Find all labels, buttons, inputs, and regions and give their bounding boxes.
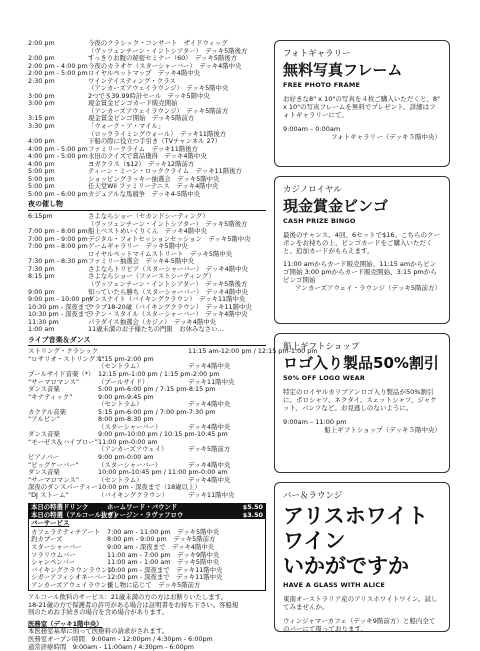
bar-service-list (29, 529, 265, 590)
schedule-row: 4:00 pm 下船の際に役立つ手引き（TVチャンネル 27） (28, 137, 222, 146)
drink-mocktail-row: 本日の特選（アルコール抜き） ヴァージン・ラヴァフロウ $3.50 (31, 510, 263, 519)
medical-line: 通常診療時間 9:00am - 11:00am / 4:30pm - 6:00pm (28, 642, 195, 651)
schedule-row: （アンカーズアウェイラウンジ） デッキ5階中央 (88, 84, 229, 93)
schedule-row: 3:00 pm 2つで＄39.99時計セール デッキ5階中央 (28, 91, 210, 100)
live-music-row: カクテル音楽 5:15 pm-6:00 pm / 7:00 pm-7:30 pm (28, 407, 216, 416)
medical-line: 本医務室基準に則って医療料の請求がされます。 (28, 627, 169, 636)
bar-row: アンカーズアウェイラウンジ 後し物に応じて デッキ5階前方 (31, 580, 201, 589)
schedule-row: 10:30 pm - 深夜まで ラテン・スタイル（スターシャーバー） デッキ4階中央 (28, 310, 248, 319)
note-line: 18-21歳の方で保護者の許可がある場合は証明書をお持ち下さい。客船規 (28, 600, 239, 609)
live-music-row: ストリング・クラシック 11:15 am-12:00 pm / 12:15 pm-1:00 pm (28, 347, 318, 356)
live-music-row: “アルビン” 8:00 pm-8:30 pm (28, 415, 154, 424)
bar-row: バイキングクラウンラウンジ 10:00 pm - 深夜まで デッキ11階中央 (31, 565, 223, 574)
schedule-row: 2:00 pm - 4:00 pm 今夜のカラオケ（スターシャーバー） デッキ4階中央 (28, 61, 242, 70)
afternoon-schedule (28, 40, 266, 198)
schedule-row: （ヴッツェンチーン・イントシアター） デッキ5階後方 (88, 46, 248, 55)
schedule-row: 3:15 pm 現金賞金ビンゴ開始 デッキ5階前方 (28, 114, 195, 123)
live-music-row: （スターシャーバー） デッキ4階中央 (98, 422, 231, 431)
live-music-row: “サーマロマンス” （プールサイド） デッキ11階中央 (28, 377, 235, 386)
schedule-row: 5:00 pm 任天堂Wii ファミリーテニス デッキ4階中央 (28, 182, 219, 191)
live-music-row: “サーマロマンス” （セントラム） デッキ4階中央 (28, 475, 231, 484)
schedule-row: 3:30 pm 「ウォーク・ア・マイル」 (28, 122, 165, 131)
schedule-row: 7:30 pm - 8:30 pm ファミリー抽選会 デッキ4-5階中央 (28, 257, 195, 266)
schedule-row: 9:00 pm - 10:00 pm ダンスナイト（バイキングクラウン） デッキ11階中央 (28, 295, 246, 304)
schedule-row: 8:15 pm さよならショー（ファーストシーティング） (28, 272, 215, 281)
live-music-row: ダンス音楽 9:00 pm-10:00 pm / 10:15 pm-10:45 pm (28, 430, 228, 439)
logo-wear-card: 船上ギフトショップ ロゴ入り製品50%割引 50% OFF LOGO WEAR 特定のロイヤルカリブアンロゴ入り製品が50%割引に。ポロシャツ、ネクタイ、スェットシャツ、ジャケット、パンツなど。お見逃しのないように。 9:00am – 11:00 pm 船上ギフトショップ（デッキ５階中央） (274, 333, 450, 473)
schedule-row: 5:00 pm ティーン・ミーン・ロッククライム デッキ11階後方 (28, 167, 242, 176)
schedule-row: 3:00 pm 現金賞金ビンゴカード販売開始 (28, 99, 178, 108)
schedule-row: 5:00 pm - 6:00 pm カジュアルな馬競争 デッキ4-5階中央 (28, 189, 201, 198)
live-music-row: “キナティック” 9:00 pm-9:45 pm (28, 392, 154, 401)
live-music-row: ピアノバー 9:00 pm-0:00 am (28, 452, 154, 461)
live-music-row: “DJ ストーム” （バイキングクラウン） デッキ11階中央 (28, 490, 235, 499)
live-music-row: ダンス音楽 10:00 pm-10:45 pm / 11:00 pm-0:00 am (28, 468, 228, 477)
night-schedule (28, 213, 266, 334)
note-line: アルコール飲料のサービス：21歳未満の方の方はお断りいたします。 (28, 593, 227, 602)
schedule-row: 10:30 pm - 深夜まで クラブ18-20歳（バイキングクラウン） デッキ11階中央 (28, 302, 252, 311)
bar-row: スターシャーバー 9:00 am - 深夜まで デッキ4階中央 (31, 543, 215, 551)
schedule-column (28, 39, 318, 651)
schedule-row: 11:30 pm パラダイス抽選会（カジノ） デッキ4階中央 (28, 317, 217, 326)
live-music-row: 深夜のダンスパーティー 10:00 pm - 深夜まで（18歳以上） (28, 483, 201, 492)
schedule-row: 5:00 pm ショッピングラッキー抽選会 デッキ5階中央 (28, 174, 220, 183)
schedule-row: （アンカーズアウェイラウンジ） デッキ5階前方 (88, 106, 229, 115)
schedule-row: （ヴッツェンチーン・イントシアター） デッキ5階後方 (88, 219, 248, 228)
alcohol-notes (28, 594, 266, 617)
cash-bingo-card: カジノロイヤル 現金賞金ビンゴ CASH PRIZE BINGO 最後のチャンス。4回、6セットで$16。こちらのクーポンをお持ちの上、ビンゴカードをご購入いただくと、追加カードがもらえます。 11:00 amからカード販売開始、11:15 amからビンゴ開始 3:00 pmからカード販売開始、3:15 pmからビンゴ開始 アンカーズアウェイ・ラウンジ（デッキ5階前方） (274, 176, 450, 324)
live-music-row: “ビッグケーバー” （スターシャーバー） デッキ4階中央 (28, 460, 231, 469)
drink-special-row: 本日の特選ドリンク ホームワード・バウンド $5.50 (31, 503, 263, 512)
schedule-row: 2:00 pm すっきりお腹の秘密セミナー（60） デッキ5階後方 (28, 54, 238, 63)
live-music-heading: ライブ音楽＆ダンス (28, 337, 266, 347)
bar-row: カフェラテティチアート 7:00 am - 11:00 pm デッキ5階中央 (31, 527, 220, 536)
schedule-row: 2:00 pm 今夜のクラシック・コンサート ザイドウィッグ (28, 39, 228, 47)
medical-center: 医務室（デッキ1階中央） 本医務室基準に則って医療料の請求がされます。 医務室オープン時間 9:00am - 12:00pm / 4:30pm - 6:00pm 通常診療時間 9:00am - 11:00am / 4:30pm - 6:00pm (28, 621, 266, 651)
schedule-row: 7:00 pm - 8:00 pm ゲームギャラリー デッキ5階中央 (28, 242, 188, 251)
live-music-row: “モーゼス＆ハイブロー” 11:00 pm-0:00 am (28, 437, 158, 446)
alice-wine-card: バー＆ラウンジ アリスホワイトワイン いかがですか HAVE A GLASS WITH ALICE 東南オーストラリア産のアリスホワイトワイン。試してみませんか。 ウィンジャマーカフェ（デッキ9階前方）と船内全てのバーにて扱っております。 (274, 482, 450, 632)
drink-box (28, 503, 266, 591)
schedule-row: 4:00 pm - 5:00 pm ファミリークライム デッキ11階後方 (28, 144, 198, 153)
schedule-row: （ロックライミングウォール） デッキ11階後方 (88, 129, 227, 138)
schedule-row: ロイヤルペットマイムストリート デッキ5階中央 (88, 249, 233, 258)
promo-column (274, 40, 450, 641)
bar-service-heading: バーサービス (31, 519, 70, 528)
medical-line: 医務室オープン時間 9:00am - 12:00pm / 4:30pm - 6:00pm (28, 635, 213, 644)
live-music-row: （セントラム） デッキ4階中央 (98, 362, 231, 371)
live-music-row: （アンカーズアウェイ） デッキ5階前方 (98, 445, 231, 454)
live-music-row: ダンス音楽 5:00 pm-6:00 pm / 7:15 pm-8:15 pm (28, 385, 216, 394)
bar-row: シャンペンバー 11:00 am - 1:00 am デッキ5階中央 (31, 558, 220, 567)
live-music-row: “ロサリオ・ストリングス” 1:15 pm-2:00 pm (28, 354, 154, 363)
bar-row: 釣カブーズ 8:00 pm - 9:00 pm デッキ5階前方 (31, 535, 216, 544)
schedule-row: 2:00 pm - 5:00 pm ロイヤルペットマップ デッキ4階中央 (28, 69, 201, 78)
schedule-row: 9:00 pm 知っていたら勝ち（スターシャーバー） デッキ4階中央 (28, 287, 248, 296)
schedule-row: 7:30 pm さよならトリビア（スターシャーバー） デッキ4階中央 (28, 264, 248, 273)
bar-row: シガーアフィシオネーバー 12:00 pm - 深夜まで デッキ11階中央 (31, 573, 223, 582)
schedule-row: （ヴッツェンチーン・イントシアター） デッキ5階後方 (88, 279, 248, 288)
schedule-row: 1:00 am 11歳未満のお子様たちの門限 お休みなさい… (28, 325, 224, 334)
schedule-row: 4:00 pm ヨガクラス（$12） デッキ12階前方 (28, 159, 195, 168)
note-line: 則のためお手続きの場合を含め場合があります。 (28, 608, 169, 617)
live-music-row: （セントラム） デッキ4階中央 (98, 400, 231, 409)
night-events-heading: 夜の催し物 (28, 201, 266, 211)
schedule-row: 2:30 pm ワインテイスティング・クラス (28, 76, 176, 85)
photo-frame-card: フォトギャラリー 無料写真フレーム FREE PHOTO FRAME お好きな8" x 10"の写真を４枚ご購入いただくと、8" x 10"の写真フレームを無料でプレゼント。詳細はフォトギャラリーにて。 9:00am – 0:00am フォトギャラリー（デッキ５階中央） (274, 40, 450, 167)
live-music-row: プールサイド音楽（*） 12:15 pm-1:00 pm / 1:15 pm-2:00 pm (28, 369, 220, 378)
schedule-row: 4:00 pm - 5:00 pm 水田のクイズで賞品獲得 デッキ4階中央 (28, 152, 207, 161)
schedule-row: 7:00 pm - 9:00 pm デジタル・フォトセッションセッション デッキ5階中央 (28, 234, 251, 243)
bar-row: ソラリウムバー 11:00 am - 7:00 pm デッキ9階中央 (31, 550, 220, 559)
live-music-list (28, 347, 318, 499)
schedule-row: 6:15pm さよならショー（セカンドシーティング） (28, 212, 209, 221)
schedule-row: 7:00 pm - 8:00 pm 船上ベストめいくりくん デッキ4階中央 (28, 227, 207, 236)
